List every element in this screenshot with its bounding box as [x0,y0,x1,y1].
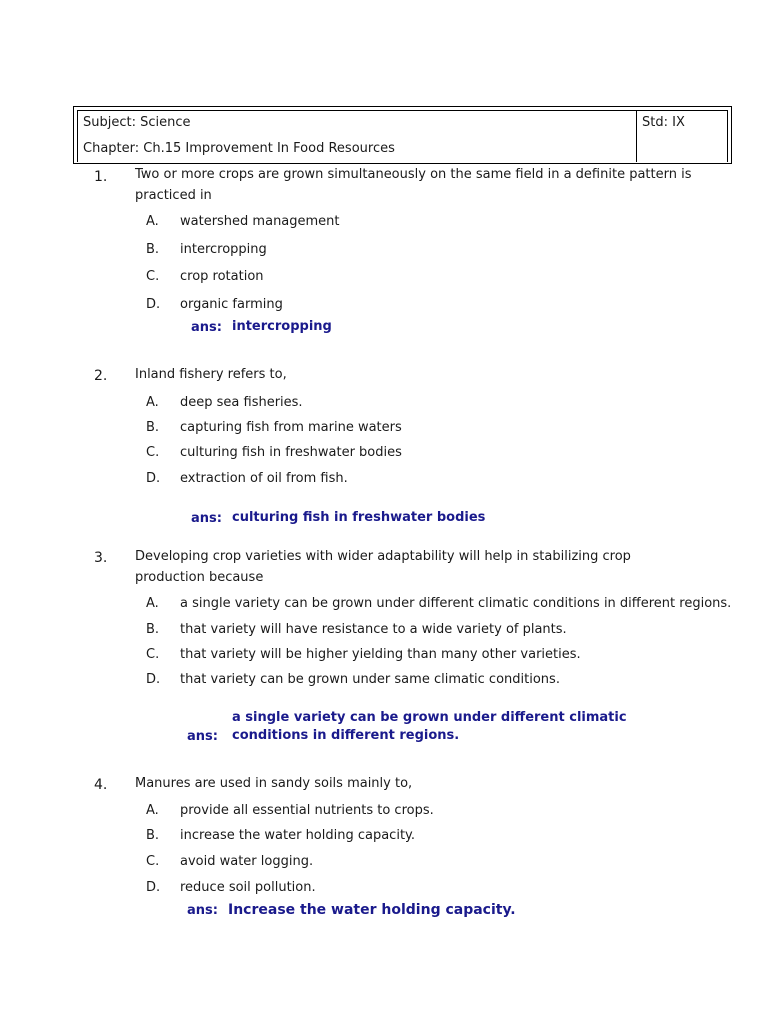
option-text: that variety can be grown under same climatic conditions. [180,672,560,687]
question-text: Developing crop varieties with wider adaptability will help in stabilizing crop production because [135,549,631,585]
answer-label: ans: [187,903,218,918]
option-text: deep sea fisheries. [180,395,303,410]
answer-text: intercropping [232,319,332,334]
header-column-divider [636,110,637,162]
option-letter: B. [146,242,160,257]
question-number: 4. [94,777,108,793]
std-label: Std: IX [642,115,685,130]
option-text: capturing fish from marine waters [180,420,402,435]
question-text: Inland fishery refers to, [135,367,287,382]
option-letter: A. [146,596,159,611]
option-letter: C. [146,445,160,460]
question-number: 2. [94,368,108,384]
option-text: that variety will be higher yielding than many other varieties. [180,647,581,662]
question-text: Manures are used in sandy soils mainly to, [135,776,413,791]
option-letter: B. [146,622,160,637]
option-text: watershed management [180,214,340,229]
option-text: avoid water logging. [180,854,314,869]
chapter-label: Chapter: Ch.15 Improvement In Food Resources [83,141,395,156]
option-letter: B. [146,420,160,435]
option-letter: D. [146,672,161,687]
option-text: intercropping [180,242,267,257]
answer-text: culturing fish in freshwater bodies [232,510,486,525]
option-letter: A. [146,803,159,818]
answer-text: a single variety can be grown under different climatic conditions in different regions. [232,710,627,743]
option-text: culturing fish in freshwater bodies [180,445,402,460]
option-text: extraction of oil from fish. [180,471,348,486]
option-letter: A. [146,395,159,410]
option-text: that variety will have resistance to a wide variety of plants. [180,622,567,637]
option-text: provide all essential nutrients to crops. [180,803,434,818]
option-text: increase the water holding capacity. [180,828,416,843]
option-letter: D. [146,880,161,895]
option-letter: C. [146,647,160,662]
question-number: 1. [94,169,108,185]
option-letter: C. [146,854,160,869]
option-text: reduce soil pollution. [180,880,316,895]
option-letter: D. [146,471,161,486]
option-letter: B. [146,828,160,843]
option-letter: D. [146,297,161,312]
answer-label: ans: [187,729,218,744]
answer-text: Increase the water holding capacity. [228,902,516,918]
option-text: a single variety can be grown under different climatic conditions in different regions. [180,596,732,611]
answer-label: ans: [191,511,222,526]
question-text: Two or more crops are grown simultaneously on the same field in a definite pattern is practiced in [135,167,692,203]
option-text: organic farming [180,297,283,312]
option-letter: A. [146,214,159,229]
question-number: 3. [94,550,108,566]
option-letter: C. [146,269,160,284]
option-text: crop rotation [180,269,264,284]
answer-label: ans: [191,320,222,335]
subject-label: Subject: Science [83,115,191,130]
